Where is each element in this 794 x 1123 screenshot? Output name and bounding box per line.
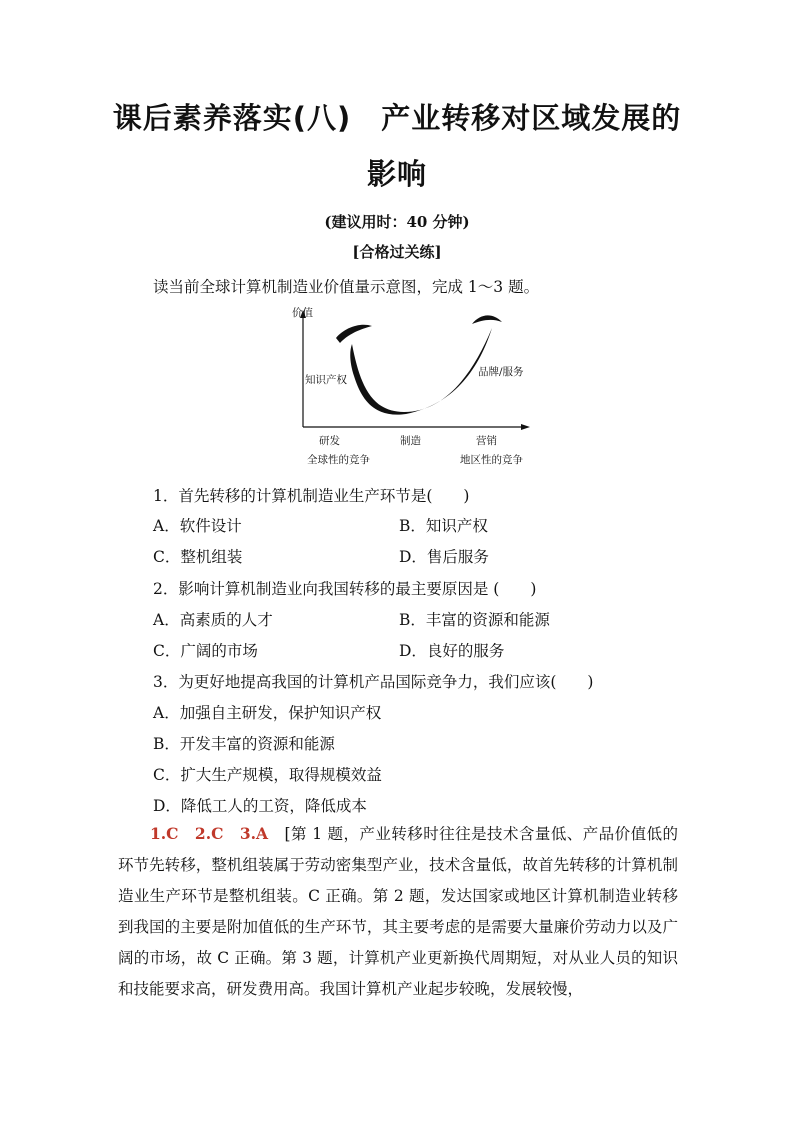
question-1-option-c: C．整机组装 bbox=[153, 548, 243, 566]
x-label-rd: 研发 bbox=[319, 435, 340, 447]
question-3-stem: 3．为更好地提高我国的计算机产品国际竞争力，我们应该( ) bbox=[153, 673, 594, 691]
smile-curve-svg bbox=[286, 304, 536, 470]
x-label-marketing: 营销 bbox=[476, 435, 497, 447]
question-3-option-b: B．开发丰富的资源和能源 bbox=[153, 735, 335, 753]
question-2-option-c: C．广阔的市场 bbox=[153, 642, 258, 660]
question-2-option-a: A．高素质的人才 bbox=[153, 611, 273, 629]
curve-main-stroke bbox=[350, 328, 492, 415]
intro-text: 读当前全球计算机制造业价值量示意图，完成 1～3 题。 bbox=[153, 278, 540, 296]
question-2-option-d: D．良好的服务 bbox=[399, 642, 505, 660]
answer-explanation bbox=[118, 818, 678, 1005]
question-1-option-b: B．知识产权 bbox=[399, 517, 488, 535]
question-2-stem: 2．影响计算机制造业向我国转移的最主要原因是 ( ) bbox=[153, 580, 537, 598]
y-axis-label: 价值 bbox=[292, 307, 313, 319]
question-3-option-d: D．降低工人的工资，降低成本 bbox=[153, 797, 367, 815]
answer-text: [第 1 题，产业转移时往往是技术含量低、产品价值低的环节先转移，整机组装属于劳动密集型产业，技术含量低，故首先转移的计算机制造业生产环节是整机组装。C 正确。第 2 题，发达国家或地区计算机制造业转移到我国的主要是附加值低的生产环节，其主要考虑的是需要大量廉价劳动力以及广阔的市场，故 C 正确。第 3 题，计算机产业更新换代周期短，对从业人员的知识和技能要求高，研发费用高。我国计算机产业起步较晚，发展较慢， bbox=[118, 825, 678, 998]
curve-right-top-stroke bbox=[472, 315, 502, 324]
page-title-line1: 课后素养落实(八) 产业转移对区域发展的 bbox=[112, 101, 682, 135]
question-1-option-d: D．售后服务 bbox=[399, 548, 489, 566]
right-label: 品牌/服务 bbox=[478, 366, 524, 378]
bottom-left-label: 全球性的竞争 bbox=[307, 454, 370, 466]
section-heading: [合格过关练] bbox=[352, 243, 442, 261]
answer-key: 1.C 2.C 3.A bbox=[150, 824, 269, 843]
smile-curve-figure bbox=[286, 304, 536, 470]
bottom-right-label: 地区性的竞争 bbox=[460, 454, 523, 466]
page-title-line2: 影响 bbox=[366, 157, 427, 191]
curve-left-top-stroke bbox=[336, 325, 372, 343]
x-label-manufacturing: 制造 bbox=[400, 435, 421, 447]
question-3-option-a: A．加强自主研发，保护知识产权 bbox=[153, 704, 382, 722]
left-label: 知识产权 bbox=[305, 374, 347, 386]
x-axis-arrow bbox=[521, 424, 530, 430]
suggested-duration: (建议用时：40 分钟) bbox=[324, 213, 470, 231]
question-2-option-b: B．丰富的资源和能源 bbox=[399, 611, 550, 629]
question-3-option-c: C．扩大生产规模，取得规模效益 bbox=[153, 766, 382, 784]
question-1-option-a: A．软件设计 bbox=[153, 517, 242, 535]
question-1-stem: 1．首先转移的计算机制造业生产环节是( ) bbox=[153, 487, 470, 505]
